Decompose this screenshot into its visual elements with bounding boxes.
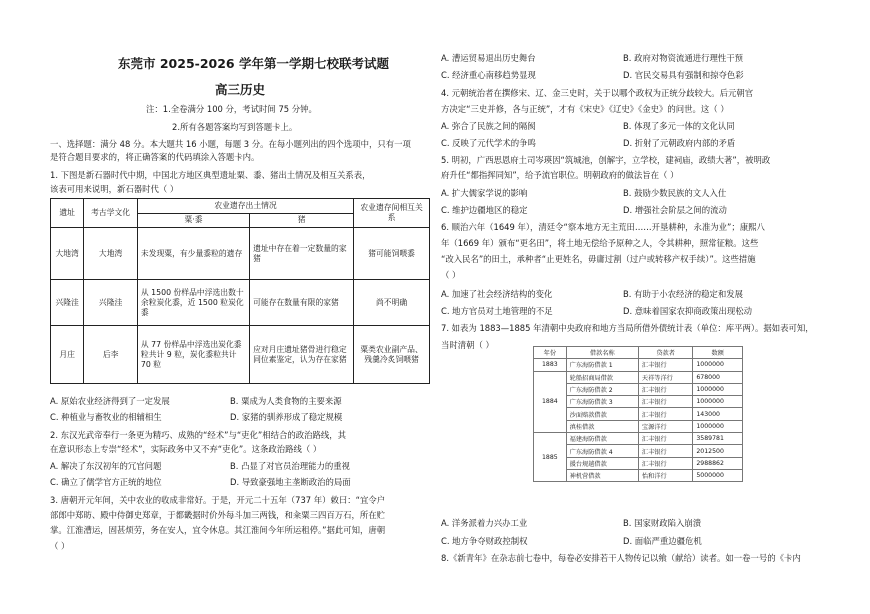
q3-stem-2: 部郎中郑昉、殿中侍御史郑章，于都畿据时价外每斗加三两钱，和籴粟三四百万石，所在贮 xyxy=(50,510,385,520)
table-cell: 未发现粟，有少量黍粒的遗存 xyxy=(137,228,249,280)
table-row xyxy=(51,326,430,384)
q1-stem: 1. 下图是新石器时代中期，中国北方地区典型遗址粟、黍、猪出土情况及相互关系表， xyxy=(50,170,371,180)
q5-option-d: D. 增强社会阶层之间的流动 xyxy=(623,205,727,215)
q6-option-a: A. 加速了社会经济结构的变化 xyxy=(441,289,553,299)
table-cell: 大地湾 xyxy=(84,228,138,280)
amount-cell: 5000000 xyxy=(693,469,743,481)
amount-cell: 1000000 xyxy=(693,383,743,395)
q7-option-a: A. 洋务派着力兴办工业 xyxy=(441,518,528,528)
q5-option-b: B. 鼓励少数民族的文人入仕 xyxy=(623,188,727,198)
table-cell: 遗址中存在着一定数量的家猪 xyxy=(250,228,354,280)
loan-name-cell: 滇桂借款 xyxy=(566,420,638,432)
table-header: 年份 xyxy=(534,347,567,359)
lender-cell: 宝源洋行 xyxy=(638,420,692,432)
table-cell: 大地湾 xyxy=(51,228,84,280)
q3-option-a: A. 漕运贸易退出历史舞台 xyxy=(441,53,536,63)
note-2: 2.所有各题答案均写到答题卡上。 xyxy=(172,122,298,132)
amount-cell: 1000000 xyxy=(693,396,743,408)
q7-table xyxy=(533,346,743,482)
q3-option-c: C. 经济重心南移趋势显现 xyxy=(441,70,536,80)
amount-cell: 1000000 xyxy=(693,420,743,432)
table-row xyxy=(534,433,743,445)
q3-stem: 3. 唐朝开元年间，关中农业的收成非常好。于是，开元二十五年（737 年）敕曰：“宜令户 xyxy=(50,495,386,505)
section-instructions-2: 是符合题目要求的，将正确答案的代码填涂入答题卡内。 xyxy=(50,152,260,162)
loan-name-cell: 广东海防借款 2 xyxy=(566,383,638,395)
table-cell: 后李 xyxy=(84,326,138,384)
loan-name-cell: 援台规越借款 xyxy=(566,457,638,469)
loan-name-cell: 沙面赔款借款 xyxy=(566,408,638,420)
amount-cell: 1000000 xyxy=(693,359,743,371)
loan-name-cell: 轮船招商局借款 xyxy=(566,371,638,383)
q1-option-b: B. 粟成为人类食物的主要来源 xyxy=(230,396,342,406)
table-cell: 尚不明确 xyxy=(354,280,430,326)
table-header: 贷款者 xyxy=(638,347,692,359)
q6-stem-2: 年（1669 年）颁布“更名田”，将土地无偿给予原种之人，令其耕种，照常征粮。这些 xyxy=(441,238,759,248)
lender-cell: 汇丰银行 xyxy=(638,445,692,457)
q8-stem: 8.《新青年》在杂志前七卷中，每卷必安排若干人物传记以飨（献给）读者。如一卷一号的《卡内 xyxy=(441,553,801,563)
table-cell: 兴隆洼 xyxy=(84,280,138,326)
q6-option-d: D. 意味着国家农抑商政策出现松动 xyxy=(623,306,753,316)
amount-cell: 3589781 xyxy=(693,433,743,445)
table-row xyxy=(51,280,430,326)
loan-name-cell: 神机营借款 xyxy=(566,469,638,481)
lender-cell: 怡和洋行 xyxy=(638,469,692,481)
table-row xyxy=(534,371,743,383)
lender-cell: 汇丰银行 xyxy=(638,433,692,445)
table-header-agri: 农业遗存出土情况 xyxy=(137,199,353,214)
loan-name-cell: 广东海防借款 4 xyxy=(566,445,638,457)
q7-option-d: D. 面临严重边疆危机 xyxy=(623,536,702,546)
table-cell: 从 77 份样品中浮选出炭化黍粒共计 9 粒，炭化黍粒共计 70 粒 xyxy=(137,326,249,384)
lender-cell: 汇丰银行 xyxy=(638,359,692,371)
lender-cell: 汇丰银行 xyxy=(638,457,692,469)
q7-option-c: C. 地方争夺财政控制权 xyxy=(441,536,528,546)
q5-stem-2: 府升任“都指挥同知”，给予流官职位。明朝政府的做法旨在（ ） xyxy=(441,170,679,180)
lender-cell: 汇丰银行 xyxy=(638,408,692,420)
q2-option-a: A. 解决了东汉初年的冗官问题 xyxy=(50,461,162,471)
loan-name-cell: 广东海防借款 3 xyxy=(566,396,638,408)
table-row xyxy=(51,228,430,280)
q3-option-b: B. 政府对物资流通进行理性干预 xyxy=(623,53,743,63)
q4-option-d: D. 折射了元朝政府内部的矛盾 xyxy=(623,138,736,148)
table-cell: 猪可能饲喂黍 xyxy=(354,228,430,280)
year-cell: 1883 xyxy=(534,359,567,371)
q3-stem-3: 掌。江淮漕运，固甚烦劳，务在安人，宜令休息。其江淮间今年所运租停。”据此可知，唐朝 xyxy=(50,525,386,535)
lender-cell: 汇丰银行 xyxy=(638,383,692,395)
section-instructions: 一、选择题：满分 48 分。本大题共 16 小题，每题 3 分。在每小题列出的四个选项中，只有一项 xyxy=(50,139,411,149)
table-cell: 可能存在数量有限的家猪 xyxy=(250,280,354,326)
q6-stem-3: “改入民名”的田土，承种者“止更姓名，毋庸过割（过户或转移产权手续）”。这些措施 xyxy=(441,254,756,264)
q7-stem-2: 当时清朝（ ） xyxy=(441,340,494,350)
q1-option-d: D. 家猪的驯养形成了稳定规模 xyxy=(230,412,343,422)
q2-option-b: B. 凸显了对官员治理能力的重视 xyxy=(230,461,350,471)
table-header: 数额 xyxy=(693,347,743,359)
q4-option-a: A. 弥合了民族之间的隔阂 xyxy=(441,121,536,131)
table-cell: 应对月庄遗址猪骨进行稳定同位素鉴定，认为存在家猪 xyxy=(250,326,354,384)
q6-stem-4: （ ） xyxy=(441,270,461,280)
table-row xyxy=(534,359,743,371)
table-cell: 从 1500 份样品中浮选出数十余粒炭化黍，近 1500 粒炭化黍 xyxy=(137,280,249,326)
q1-table xyxy=(50,198,430,384)
amount-cell: 143000 xyxy=(693,408,743,420)
table-header-site: 遗址 xyxy=(51,199,84,228)
table-header: 借款名称 xyxy=(566,347,638,359)
q5-option-a: A. 扩大儒家学说的影响 xyxy=(441,188,528,198)
amount-cell: 678000 xyxy=(693,371,743,383)
table-header-millet: 粟·黍 xyxy=(137,213,249,228)
q3-stem-4: （ ） xyxy=(50,541,70,551)
q5-option-c: C. 维护边疆地区的稳定 xyxy=(441,205,528,215)
q1-option-a: A. 原始农业经济得到了一定发展 xyxy=(50,396,170,406)
lender-cell: 天祥等洋行 xyxy=(638,371,692,383)
note-1: 注：1.全卷满分 100 分，考试时间 75 分钟。 xyxy=(146,104,317,114)
q2-option-c: C. 确立了儒学官方正统的地位 xyxy=(50,477,162,487)
table-cell: 兴隆洼 xyxy=(51,280,84,326)
table-header-pig: 猪 xyxy=(250,213,354,228)
q7-stem: 7. 如表为 1883—1885 年清朝中央政府和地方当局所借外债统计表（单位：库平两）。据如表可知， xyxy=(441,323,814,333)
q6-stem: 6. 顺治六年（1649 年），清廷令“察本地方无主荒田……开垦耕种，永准为业”；康熙八 xyxy=(441,222,765,232)
q4-option-c: C. 反映了元代学术的争鸣 xyxy=(441,138,536,148)
q4-option-b: B. 体现了多元一体的文化认同 xyxy=(623,121,735,131)
table-cell: 粟类农业副产品、残羹冷炙饲喂猪 xyxy=(354,326,430,384)
year-cell: 1884 xyxy=(534,371,567,432)
amount-cell: 2988862 xyxy=(693,457,743,469)
q4-stem: 4. 元朝统治者在撰修宋、辽、金三史时，关于以哪个政权为正统分歧较大。后元朝官 xyxy=(441,88,754,98)
q5-stem: 5. 明初，广西思恩府土司岑瑛因“筑城池，创解宇，立学校，建祠庙，政绩大著”，被明政 xyxy=(441,155,771,165)
table-header-culture: 考古学文化 xyxy=(84,199,138,228)
q1-option-c: C. 种植业与畜牧业的相辅相生 xyxy=(50,412,162,422)
q2-stem: 2. 东汉光武帝奉行一条更为精巧、成熟的“经术”与“吏化”相结合的政治路线，其 xyxy=(50,430,347,440)
q6-option-b: B. 有助于小农经济的稳定和发展 xyxy=(623,289,743,299)
q6-option-c: C. 地方官员对土地管理的不足 xyxy=(441,306,553,316)
q3-option-d: D. 官民交易具有强制和掠夺色彩 xyxy=(623,70,744,80)
q7-option-b: B. 国家财政陷入崩溃 xyxy=(623,518,702,528)
q2-option-d: D. 导致豪强地主垄断政治的局面 xyxy=(230,477,351,487)
lender-cell: 汇丰银行 xyxy=(638,396,692,408)
year-cell: 1885 xyxy=(534,433,567,482)
amount-cell: 2012500 xyxy=(693,445,743,457)
q2-stem-2: 在意识形态上专崇“经术”，实际政务中又不弃“吏化”。这条政治路线（ ） xyxy=(50,444,322,454)
exam-title: 东莞市 2025-2026 学年第一学期七校联考试题 xyxy=(118,56,389,71)
loan-name-cell: 福建海防借款 xyxy=(566,433,638,445)
table-cell: 月庄 xyxy=(51,326,84,384)
loan-name-cell: 广东海防借款 1 xyxy=(566,359,638,371)
q1-stem-2: 该表可用来说明，新石器时代（ ） xyxy=(50,184,179,194)
table-header-relation: 农业遗存间相互关系 xyxy=(354,199,430,228)
exam-subject: 高三历史 xyxy=(215,82,266,97)
q4-stem-2: 方决定“三史并修，各与正统”，才有《宋史》《辽史》《金史》的问世。这（ ） xyxy=(441,104,729,114)
